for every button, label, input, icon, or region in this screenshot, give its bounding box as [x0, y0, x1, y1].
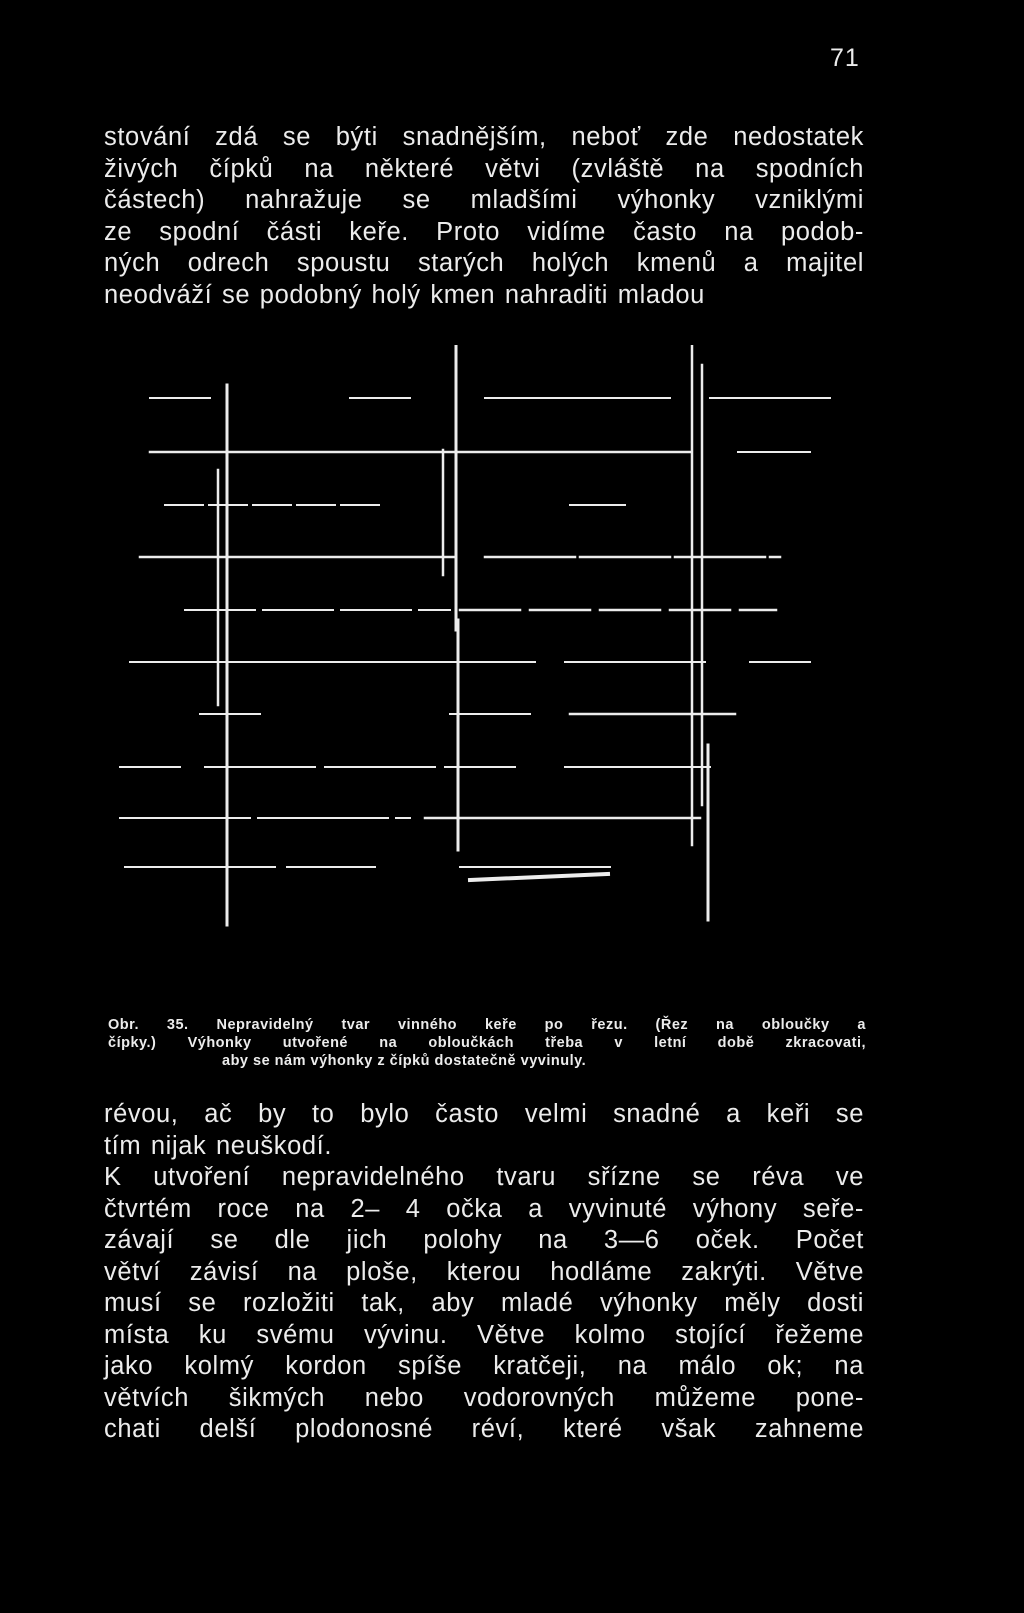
text-line: K utvoření nepravidelného tvaru sřízne se réva ve: [104, 1163, 864, 1191]
paragraph-bottom: [104, 1099, 864, 1446]
caption-line: čípky.) Výhonky utvořené na obloučkách třeba v letní době zkracovati,: [108, 1035, 866, 1051]
text-line: chati delší plodonosné réví, které však zahneme: [104, 1415, 864, 1443]
figure-caption: [108, 1016, 866, 1070]
figure-label: Obr. 35.: [108, 1017, 189, 1033]
text-line: neodváží se podobný holý kmen nahraditi mladou: [104, 280, 705, 309]
vine-trellis-figure: [110, 345, 860, 945]
paragraph-top: [104, 122, 864, 311]
text-line: větví závisí na ploše, kterou hodláme zakrýti. Větve: [104, 1257, 864, 1286]
text-line: čtvrtém roce na 2– 4 očka a vyvinuté výhony seře-: [104, 1194, 864, 1223]
text-line: živých čípků na některé větvi (zvláště na spodních: [104, 154, 864, 183]
text-line: ných odrech spoustu starých holých kmenů a majitel: [104, 249, 864, 277]
text-line: révou, ač by to bylo často velmi snadné a keři se: [104, 1100, 864, 1128]
text-line: tím nijak neuškodí.: [104, 1131, 333, 1160]
text-line: částech) nahražuje se mladšími výhonky vzniklými: [104, 186, 864, 214]
text-line: stování zdá se býti snadnějším, neboť zde nedostatek: [104, 123, 864, 151]
caption-line: aby se nám výhonky z čípků dostatečně vyvinuly.: [222, 1053, 587, 1069]
text-line: musí se rozložiti tak, aby mladé výhonky měly dosti: [104, 1289, 864, 1317]
text-line: větvích šikmých nebo vodorovných můžeme pone-: [104, 1383, 864, 1412]
page-number: 71: [830, 44, 860, 72]
text-line: ze spodní části keře. Proto vidíme často na podob-: [104, 217, 864, 246]
caption-line: Obr. 35. Nepravidelný tvar vinného keře po řezu. (Řez na obloučky a: [108, 1017, 866, 1033]
text-line: jako kolmý kordon spíše kratčeji, na málo ok; na: [104, 1352, 864, 1380]
vine-cane: [470, 874, 608, 880]
text-line: místa ku svému vývinu. Větve kolmo stojící řežeme: [104, 1320, 864, 1349]
text-line: závají se dle jich polohy na 3—6 oček. Počet: [104, 1226, 864, 1254]
